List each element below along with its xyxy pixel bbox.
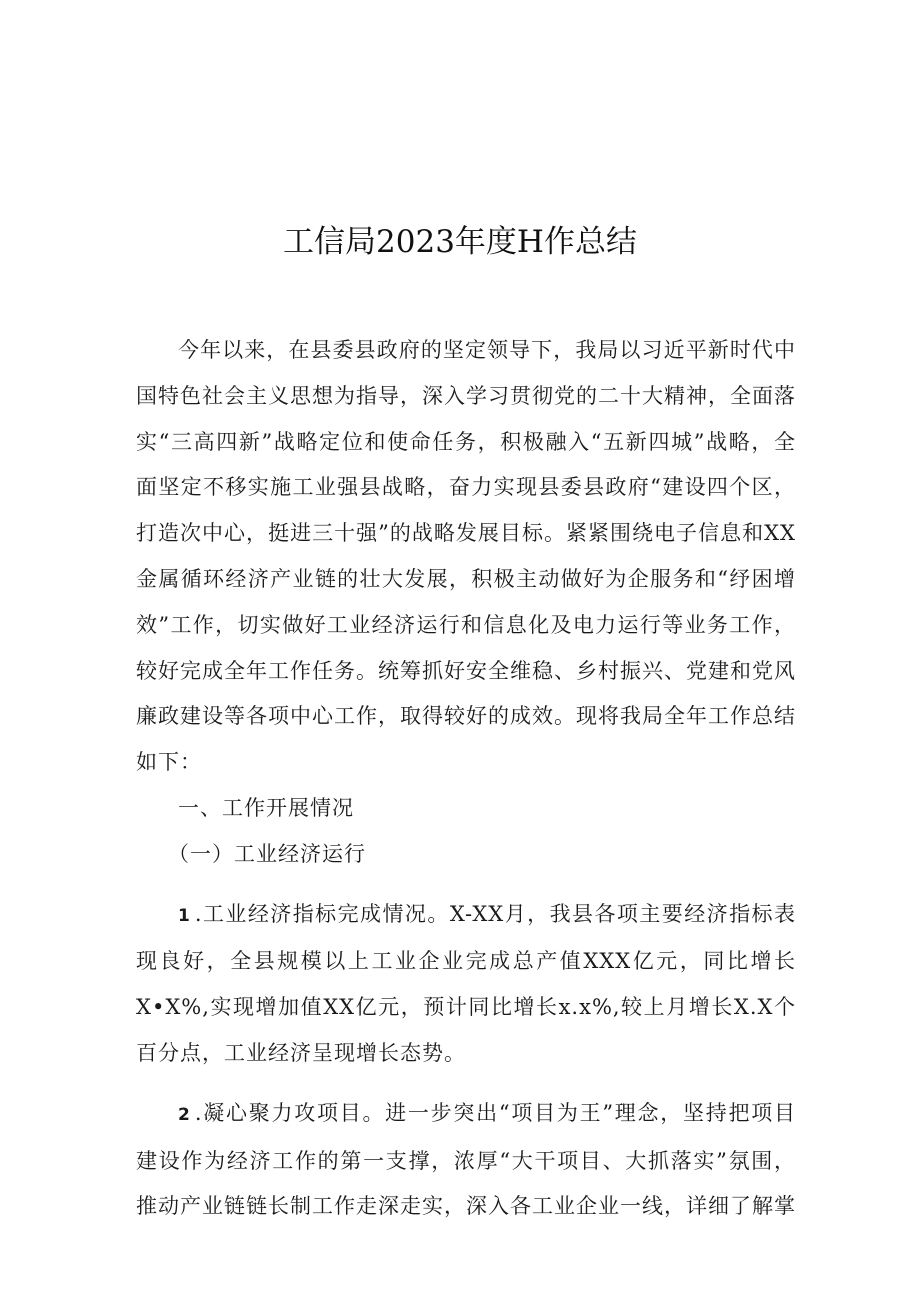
list-item-2 [136, 1091, 796, 1230]
document-body [136, 328, 796, 1230]
section-heading: 一、工作开展情况 [178, 795, 354, 820]
item-number: 2 [178, 1104, 191, 1125]
subsection-heading: （一）工业经济运行 [168, 841, 366, 866]
document-title: 工信局2023年度H作总结 [283, 224, 637, 260]
item-number: 1 [178, 905, 191, 926]
item-text: .工业经济指标完成情况。X-XX月，我县各项主要经济指标表现良好，全县规模以上工业企业完成总产值XXX亿元，同比增长X•X%,实现增加值XX亿元，预计同比增长x.x%,较上月增长X.X个百分点，工业经济呈现增长态势。 [136, 901, 796, 1065]
list-item-1 [136, 892, 796, 1077]
intro-paragraph: 今年以来，在县委县政府的坚定领导下，我局以习近平新时代中国特色社会主义思想为指导，深入学习贯彻党的二十大精神，全面落实“三高四新”战略定位和使命任务，积极融入“五新四城”战略，全面坚定不移实施工业强县战略，奋力实现县委县政府“建设四个区，打造次中心，挺进三十强”的战略发展目标。紧紧围绕电子信息和XX金属循环经济产业链的壮大发展，积极主动做好为企服务和“纾困增效”工作，切实做好工业经济运行和信息化及电力运行等业务工作，较好完成全年工作任务。统筹抓好安全维稳、乡村振兴、党建和党风廉政建设等各项中心工作，取得较好的成效。现将我局全年工作总结如下： [136, 338, 796, 775]
item-text: .凝心聚力攻项目。进一步突出“项目为王”理念，坚持把项目建设作为经济工作的第一支撑，浓厚“大干项目、大抓落实”氛围，推动产业链链长制工作走深走实，深入各工业企业一线，详细了解掌 [136, 1100, 796, 1219]
